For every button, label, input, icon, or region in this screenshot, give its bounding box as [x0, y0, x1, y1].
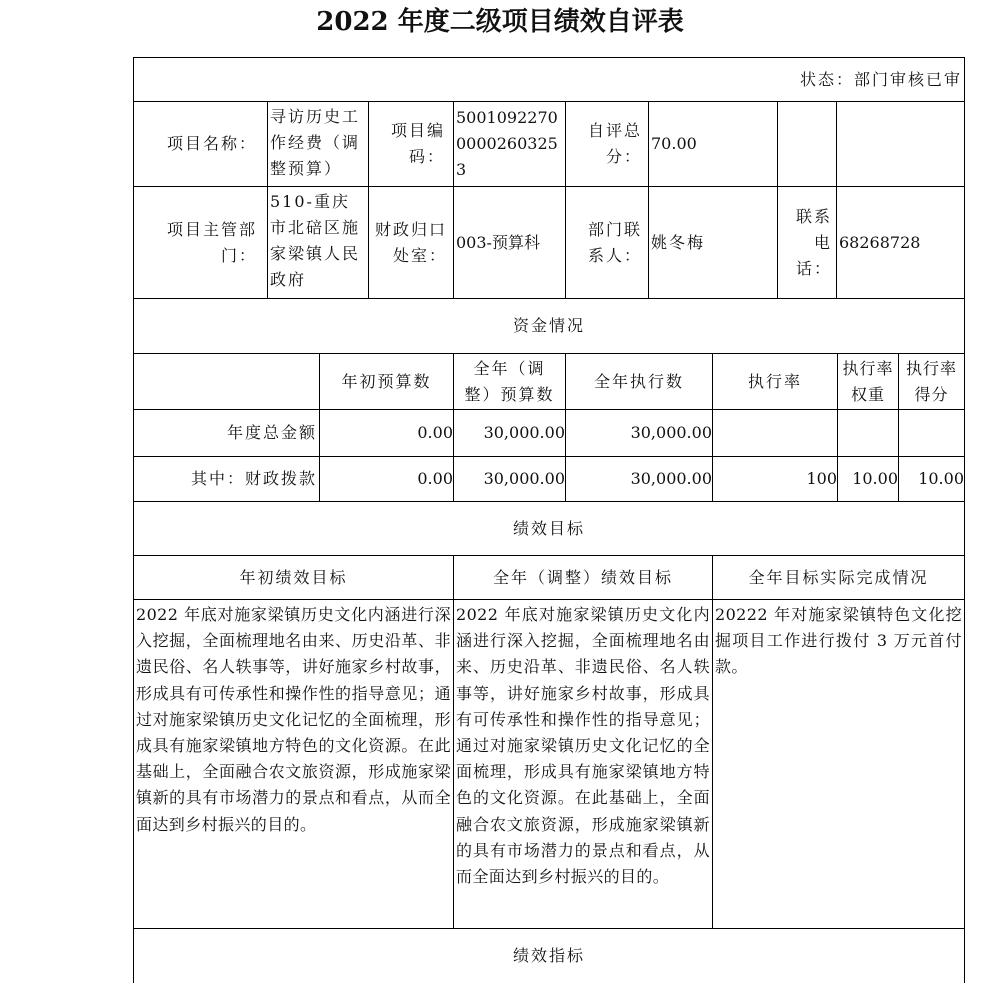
- goals-header-adjusted: 全年（调整）绩效目标: [492, 567, 673, 587]
- table-row-label: 年度总金额: [226, 423, 317, 442]
- funds-header-rate: 执行率: [747, 371, 802, 391]
- dept-contact-label: 部门联系人：: [587, 219, 642, 265]
- project-code-value: 500109227000002603253: [456, 108, 558, 179]
- goal-actual-text: 20222 年对施家梁镇特色文化挖掘项目工作进行拨付 3 万元首付款。: [715, 605, 962, 677]
- funds-header-executed: 全年执行数: [593, 371, 684, 391]
- project-code-label: 项目编码：: [390, 121, 445, 166]
- funds-header-weight: 执行率权重: [842, 358, 894, 404]
- table-cell-initial: 0.00: [417, 469, 453, 488]
- table-cell-rate: [713, 410, 837, 456]
- table-cell-adjusted: 30,000.00: [483, 469, 565, 488]
- dept-contact-value: 姚冬梅: [651, 232, 706, 252]
- indicators-section-title: 绩效指标: [512, 946, 585, 965]
- table-cell-rate: 100: [806, 469, 837, 488]
- project-name-label: 项目名称：: [166, 134, 257, 153]
- dept-label: 项目主管部门：: [166, 219, 257, 265]
- funds-section-title: 资金情况: [512, 316, 585, 335]
- table-cell-weight: 10.00: [852, 469, 898, 488]
- status-text: 状态：部门审核已审: [799, 69, 962, 89]
- goal-initial-text: 2022 年底对施家梁镇历史文化内涵进行深入挖掘，全面梳理地名由来、历史沿革、非遗民俗、名人轶事等，讲好施家乡村故事，形成具有可传承性和操作性的指导意见；通过对施家梁镇历史文化记忆的全面梳理，形成具有施家梁镇地方特色的文化资源。在此基础上，全面融合农文旅资源，形成施家梁镇新的具有市场潜力的景点和看点，从而全面达到乡村振兴的目的。: [136, 605, 451, 834]
- table-cell-adjusted: 30,000.00: [483, 423, 565, 442]
- phone-value: 68268728: [839, 232, 921, 252]
- table-cell-initial: 0.00: [417, 423, 453, 442]
- goals-section-title: 绩效目标: [512, 518, 585, 538]
- page-title: 2022 年度二级项目绩效自评表: [316, 7, 684, 37]
- table-cell-score: [899, 410, 964, 456]
- table-cell-executed: 30,000.00: [630, 423, 712, 442]
- table-cell-weight: [838, 410, 898, 456]
- funds-header-adjusted: 全年（调整）预算数: [464, 358, 555, 404]
- project-name-value: 寻访历史工作经费（调整预算）: [270, 107, 361, 178]
- self-score-label: 自评总分：: [588, 121, 643, 166]
- table-cell-score: 10.00: [918, 469, 964, 488]
- self-score-value: 70.00: [651, 134, 697, 153]
- goal-adjusted-text: 2022 年底对施家梁镇历史文化内涵进行深入挖掘，全面梳理地名由来、历史沿革、非遗民俗、名人轶事等，讲好施家乡村故事，形成具有可传承性和操作性的指导意见；通过对施家梁镇历史文化记忆的全面梳理，形成具有施家梁镇地方特色的文化资源。在此基础上，全面融合农文旅资源，形成施家梁镇新的具有市场潜力的景点和看点，从而全面达到乡村振兴的目的。: [456, 605, 710, 887]
- goals-header-initial: 年初绩效目标: [239, 567, 348, 587]
- funds-header-initial: 年初预算数: [341, 371, 432, 391]
- table-cell-executed: 30,000.00: [630, 469, 712, 488]
- finance-office-value: 003-预算科: [456, 232, 540, 252]
- goals-header-actual: 全年目标实际完成情况: [748, 567, 929, 587]
- dept-value: 510-重庆市北碚区施家梁镇人民政府: [270, 192, 361, 289]
- funds-header-score: 执行率得分: [905, 358, 957, 404]
- phone-label: 联系电话：: [795, 206, 832, 278]
- table-row-label: 其中：财政拨款: [190, 469, 317, 488]
- finance-office-label: 财政归口处室：: [374, 219, 447, 265]
